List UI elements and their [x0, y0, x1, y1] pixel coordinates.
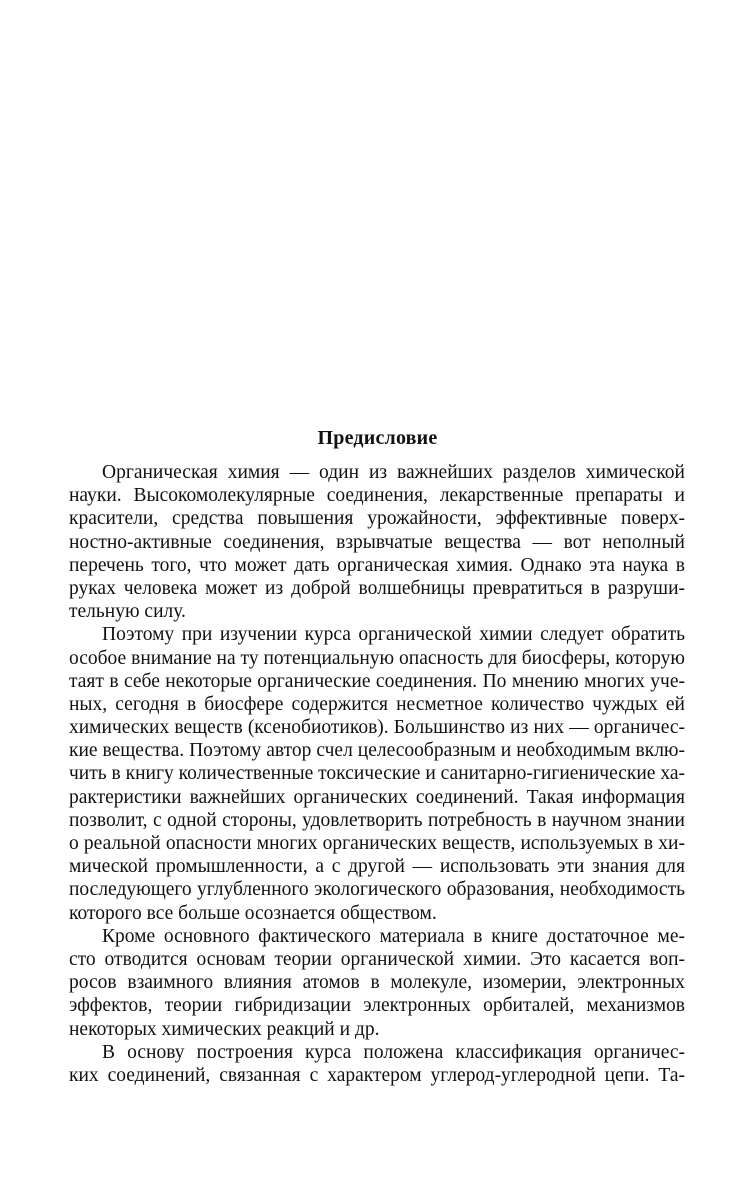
paragraph	[69, 461, 685, 623]
text-line: науки. Высокомолекулярные соединения, лекарственные препараты и	[69, 485, 685, 507]
text-line: чить в книгу количественные токсические и санитарно-гигиенические ха-	[69, 763, 685, 785]
text-line: некоторых химических реакций и др.	[69, 1018, 380, 1040]
text-line: росов взаимного влияния атомов в молекуле, изомерии, электронных	[69, 972, 685, 994]
preface-body	[69, 461, 685, 1087]
text-line: сто отводится основам теории органической химии. Это касается воп-	[69, 948, 685, 970]
text-line: последующего углубленного экологического образования, необходимость	[69, 879, 685, 901]
text-line: которого все больше осознается обществом.	[69, 902, 437, 924]
text-line: ных, сегодня в биосфере содержится несметное количество чуждых ей	[69, 693, 685, 715]
text-line: мической промышленности, а с другой — использовать эти знания для	[69, 856, 685, 878]
text-line: перечень того, что может дать органическая химия. Однако эта наука в	[69, 554, 685, 576]
text-line: тельную силу.	[69, 601, 186, 623]
text-line: кие вещества. Поэтому автор счел целесообразным и необходимым вклю-	[69, 740, 685, 762]
paragraph	[69, 623, 685, 924]
text-line: Органическая химия — один из важнейших разделов химической	[102, 462, 685, 483]
text-line: позволит, с одной стороны, удовлетворить потребность в научном знании	[69, 809, 685, 831]
paragraph	[69, 925, 685, 1041]
text-line: эффектов, теории гибридизации электронных орбиталей, механизмов	[69, 995, 685, 1017]
section-heading: Предисловие	[317, 427, 438, 449]
text-line: В основу построения курса положена классификация органичес-	[102, 1041, 685, 1063]
text-line: руках человека может из доброй волшебницы превратиться в разруши-	[69, 577, 685, 599]
text-line: ностно-активные соединения, взрывчатые вещества — вот неполный	[69, 531, 685, 553]
text-line: Поэтому при изучении курса органической химии следует обратить	[102, 624, 685, 646]
text-line: особое внимание на ту потенциальную опасность для биосферы, которую	[69, 647, 685, 669]
text-line: таят в себе некоторые органические соединения. По мнению многих уче-	[69, 670, 685, 692]
paragraph	[69, 1041, 685, 1087]
text-line: о реальной опасности многих органических веществ, используемых в хи-	[69, 833, 685, 854]
text-line: ких соединений, связанная с характером углерод-углеродной цепи. Та-	[69, 1064, 685, 1086]
text-line: красители, средства повышения урожайности, эффективные поверх-	[69, 508, 685, 530]
text-line: рактеристики важнейших органических соединений. Такая информация	[69, 786, 685, 808]
text-line: Кроме основного фактического материала в книге достаточное ме-	[102, 925, 685, 947]
text-line: химических веществ (ксенобиотиков). Большинство из них — органичес-	[69, 717, 685, 739]
